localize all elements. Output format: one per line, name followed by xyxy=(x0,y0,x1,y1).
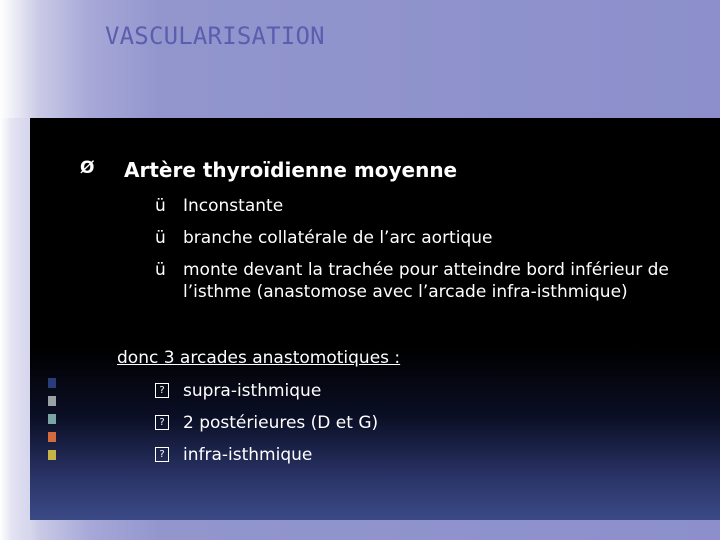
box-icon: ? xyxy=(155,383,169,398)
checkmark-icon: ü xyxy=(155,228,166,248)
list-item-text: Inconstante xyxy=(183,196,284,216)
list-item xyxy=(155,412,378,434)
accent-square xyxy=(48,396,56,406)
accent-square xyxy=(48,414,56,424)
left-decor-strip xyxy=(0,118,28,540)
list-item xyxy=(155,195,715,217)
color-accent-column xyxy=(48,378,56,468)
main-point-text: Artère thyroïdienne moyenne xyxy=(124,158,458,182)
box-icon: ? xyxy=(155,447,169,462)
list-item-text: monte devant la trachée pour atteindre bord inférieur de l’isthme (anastomose avec l’arcade infra-isthmique) xyxy=(183,260,669,302)
check-list xyxy=(155,195,715,303)
box-icon: ? xyxy=(155,415,169,430)
accent-square xyxy=(48,450,56,460)
list-item-text: branche collatérale de l’arc aortique xyxy=(183,228,493,248)
list-item-text: infra-isthmique xyxy=(183,445,313,465)
accent-square xyxy=(48,432,56,442)
list-item-text: 2 postérieures (D et G) xyxy=(183,413,379,433)
content-panel xyxy=(30,118,720,520)
checkmark-icon: ü xyxy=(155,260,166,280)
list-item xyxy=(155,380,378,402)
list-item-text: supra-isthmique xyxy=(183,381,322,401)
accent-square xyxy=(48,378,56,388)
list-item xyxy=(155,259,715,303)
arcades-list xyxy=(155,380,378,476)
arcades-subtitle: donc 3 arcades anastomotiques : xyxy=(117,348,401,368)
list-item xyxy=(155,227,715,249)
arrow-bullet-icon: Ø xyxy=(80,158,95,178)
slide-title: VASCULARISATION xyxy=(105,22,325,50)
checkmark-icon: ü xyxy=(155,196,166,216)
list-item xyxy=(155,444,378,466)
